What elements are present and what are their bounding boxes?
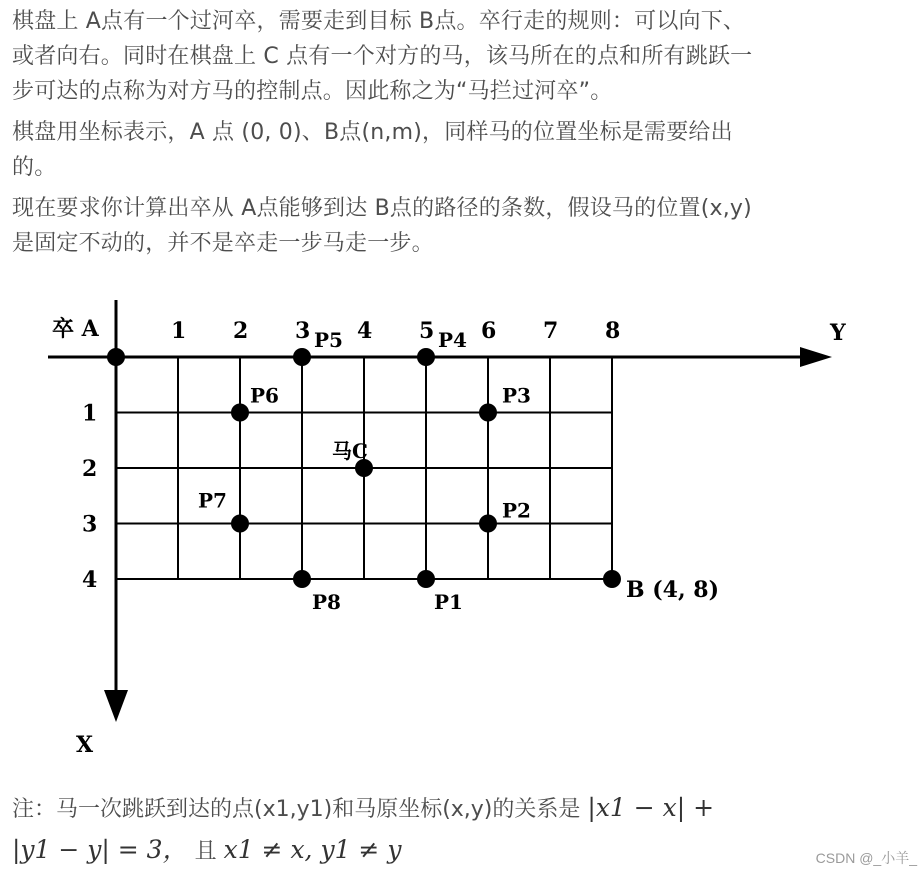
control-point-label: P5 [314,328,343,352]
x-axis-arrow [104,690,128,722]
y-axis-label: Y [830,320,846,346]
control-point-label: P2 [502,498,531,523]
control-point-p7 [231,515,249,533]
col-label: 8 [605,318,621,344]
board-axes [48,300,832,722]
problem-paragraph-3 [12,191,752,261]
y-axis-arrow [800,347,832,367]
control-point-label: P4 [438,328,467,352]
csdn-watermark: CSDN @_小羊_ [815,850,917,866]
end-point-b [603,570,621,588]
control-point-p4 [417,348,435,366]
chessboard-diagram [0,290,923,780]
problem-paragraph-2 [12,115,733,185]
board-labels [52,316,846,758]
col-label: 2 [233,318,249,344]
control-point-label: P3 [502,383,531,408]
col-label: 3 [295,318,311,344]
control-point-label: P6 [250,383,279,408]
text-line: 是固定不动的，并不是卒走一步马走一步。 [12,231,434,256]
problem-paragraph-1 [12,4,752,109]
control-point-p1 [417,570,435,588]
control-point-label: P1 [434,590,463,614]
col-label: 6 [481,318,497,344]
note-formula-3: x1 ≠ x, y1 ≠ y [223,835,402,864]
control-point-p2 [479,515,497,533]
text-line: 棋盘用坐标表示，A 点 (0, 0)、B点(n,m)，同样马的位置坐标是需要给出 [12,120,733,145]
control-point-p6 [231,404,249,422]
x-axis-label: X [76,732,94,758]
note-formula-2: |y1 − y| = 3， [12,835,188,864]
note-formula-1: |x1 − x| + [587,793,715,822]
control-point-label: P7 [198,488,227,513]
horse-label: 马C [332,439,368,463]
control-point-p8 [293,570,311,588]
end-label: B (4, 8) [626,577,720,603]
note-text-2: 且 [194,839,217,864]
row-label: 2 [82,456,98,482]
note [12,788,714,872]
text-line: 棋盘上 A点有一个过河卒，需要走到目标 B点。卒行走的规则：可以向下、 [12,9,746,34]
note-line-1 [12,788,714,830]
text-line: 的。 [12,155,57,180]
row-label: 1 [82,400,98,427]
col-label: 1 [171,318,187,344]
text-line: 现在要求你计算出卒从 A点能够到达 B点的路径的条数，假设马的位置(x,y) [12,196,752,221]
col-label: 4 [357,318,373,344]
control-point-p3 [479,404,497,422]
control-point-label: P8 [312,590,341,614]
text-line: 或者向右。同时在棋盘上 C 点有一个对方的马，该马所在的点和所有跳跃一 [12,44,753,69]
start-label: 卒 A [52,316,99,342]
col-label: 7 [543,318,559,344]
start-point-a [107,348,125,366]
row-label: 4 [82,567,98,593]
col-label: 5 [419,318,435,344]
control-point-p5 [293,348,311,366]
text-line: 步可达的点称为对方马的控制点。因此称之为“马拦过河卒”。 [12,79,613,104]
note-text: 注：马一次跳跃到达的点(x1,y1)和马原坐标(x,y)的关系是 [12,797,581,822]
row-label: 3 [82,511,98,538]
note-line-2 [12,830,714,872]
